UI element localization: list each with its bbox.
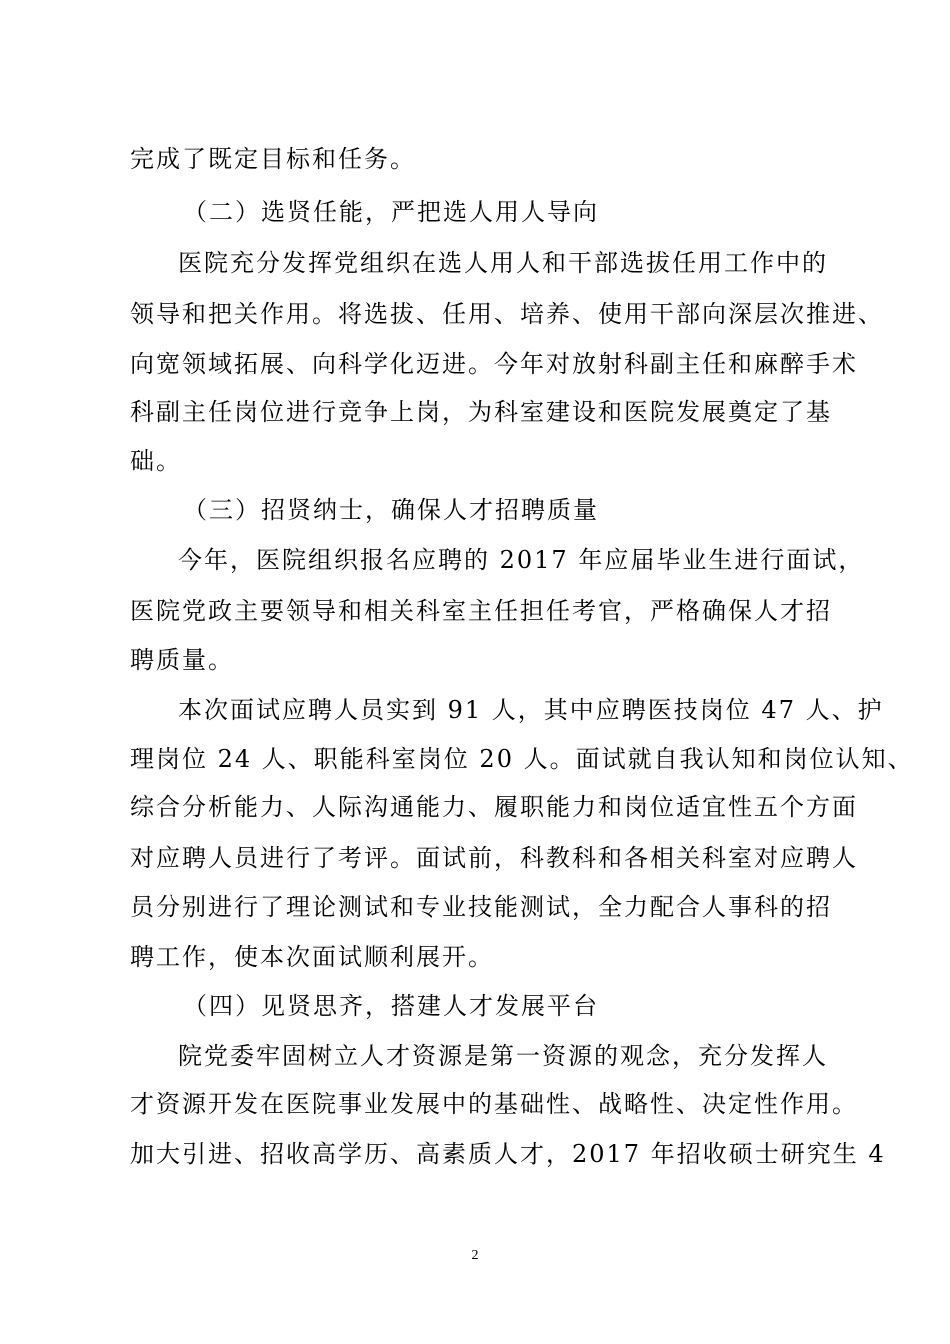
paragraph-line: 领导和把关作用。将选拔、任用、培养、使用干部向深层次推进、 <box>130 300 884 328</box>
section-heading: （四）见贤思齐，搭建人才发展平台 <box>183 992 599 1020</box>
paragraph-line: 综合分析能力、人际沟通能力、履职能力和岗位适宜性五个方面 <box>130 793 858 821</box>
paragraph-line: 今年，医院组织报名应聘的 2017 年应届毕业生进行面试， <box>178 546 865 574</box>
paragraph-line: 理岗位 24 人、职能科室岗位 20 人。面试就自我认知和岗位认知、 <box>130 745 914 773</box>
paragraph-line: 医院充分发挥党组织在选人用人和干部选拔任用工作中的 <box>178 249 828 277</box>
paragraph-line: 向宽领域拓展、向科学化迈进。今年对放射科副主任和麻醉手术 <box>130 350 858 378</box>
paragraph-line: 本次面试应聘人员实到 91 人，其中应聘医技岗位 47 人、护 <box>178 696 884 724</box>
paragraph-line: 聘质量。 <box>130 646 234 674</box>
paragraph-line: 对应聘人员进行了考评。面试前，科教科和各相关科室对应聘人 <box>130 844 858 872</box>
paragraph-line: 医院党政主要领导和相关科室主任担任考官，严格确保人才招 <box>130 597 832 625</box>
paragraph-line: 科副主任岗位进行竞争上岗，为科室建设和医院发展奠定了基 <box>130 398 832 426</box>
paragraph-line: 院党委牢固树立人才资源是第一资源的观念，充分发挥人 <box>178 1042 828 1070</box>
page-number: 2 <box>471 1248 479 1263</box>
section-heading: （二）选贤任能，严把选人用人导向 <box>183 198 599 226</box>
paragraph-line: 础。 <box>130 447 182 475</box>
paragraph-line: 才资源开发在医院事业发展中的基础性、战略性、决定性作用。 <box>130 1090 858 1118</box>
paragraph-line: 加大引进、招收高学历、高素质人才，2017 年招收硕士研究生 4 <box>130 1140 886 1168</box>
paragraph-line: 聘工作，使本次面试顺利展开。 <box>130 943 494 971</box>
paragraph-line: 完成了既定目标和任务。 <box>130 145 416 173</box>
paragraph-line: 员分别进行了理论测试和专业技能测试，全力配合人事科的招 <box>130 893 832 921</box>
section-heading: （三）招贤纳士，确保人才招聘质量 <box>183 496 599 524</box>
